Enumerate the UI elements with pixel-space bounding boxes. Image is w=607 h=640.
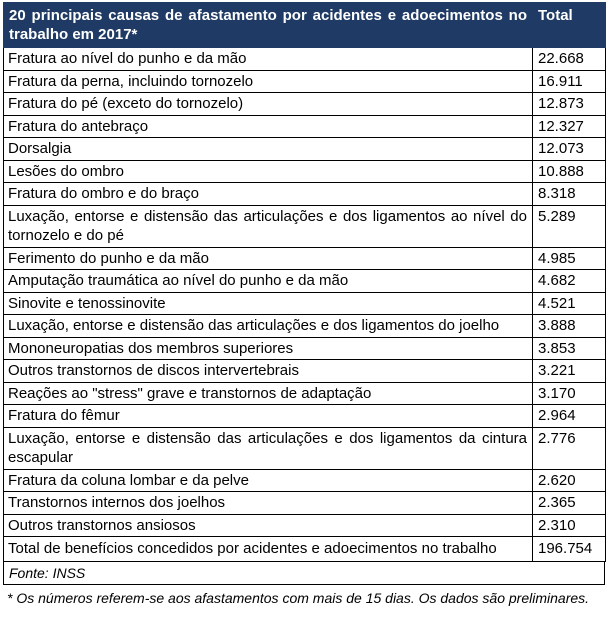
cause-cell: Fratura da coluna lombar e da pelve <box>4 469 533 492</box>
total-cell: 12.327 <box>533 115 606 138</box>
total-cell: 4.682 <box>533 270 606 293</box>
cause-cell: Luxação, entorse e distensão das articulações e dos ligamentos do joelho <box>4 315 533 338</box>
table-row <box>4 138 606 161</box>
header-total: Total <box>533 3 606 48</box>
document <box>3 2 605 611</box>
cause-cell: Fratura da perna, incluindo tornozelo <box>4 70 533 93</box>
table-row <box>4 48 606 71</box>
table-row <box>4 160 606 183</box>
table-header-row <box>4 3 606 48</box>
cause-cell: Fratura do antebraço <box>4 115 533 138</box>
cause-cell: Fratura ao nível do punho e da mão <box>4 48 533 71</box>
table-row <box>4 492 606 515</box>
cause-cell: Outros transtornos ansiosos <box>4 514 533 537</box>
header-cause: 20 principais causas de afastamento por acidentes e adoecimentos no trabalho em 2017* <box>4 3 533 48</box>
table-row <box>4 382 606 405</box>
cause-cell: Mononeuropatias dos membros superiores <box>4 337 533 360</box>
total-cell: 2.310 <box>533 514 606 537</box>
cause-cell: Reações ao "stress" grave e transtornos de adaptação <box>4 382 533 405</box>
table-body <box>4 48 606 537</box>
cause-cell: Fratura do ombro e do braço <box>4 183 533 206</box>
total-cell: 12.873 <box>533 93 606 116</box>
total-cell: 3.221 <box>533 360 606 383</box>
table-row <box>4 70 606 93</box>
cause-cell: Ferimento do punho e da mão <box>4 247 533 270</box>
total-cell: 22.668 <box>533 48 606 71</box>
table-row <box>4 315 606 338</box>
total-cell: 5.289 <box>533 205 606 247</box>
table-row <box>4 115 606 138</box>
table-row <box>4 405 606 428</box>
total-cell: 3.853 <box>533 337 606 360</box>
total-cell: 3.170 <box>533 382 606 405</box>
cause-cell: Outros transtornos de discos intervertebrais <box>4 360 533 383</box>
cause-cell: Luxação, entorse e distensão das articulações e dos ligamentos da cintura escapular <box>4 427 533 469</box>
cause-cell: Dorsalgia <box>4 138 533 161</box>
causes-table <box>3 2 606 562</box>
table-row <box>4 205 606 247</box>
total-cell: 4.985 <box>533 247 606 270</box>
table-row <box>4 360 606 383</box>
table-row <box>4 183 606 206</box>
total-cell: 2.365 <box>533 492 606 515</box>
cause-cell: Lesões do ombro <box>4 160 533 183</box>
table-row <box>4 427 606 469</box>
table-row <box>4 514 606 537</box>
cause-cell: Sinovite e tenossinovite <box>4 292 533 315</box>
total-cell: 12.073 <box>533 138 606 161</box>
table-row <box>4 469 606 492</box>
table-row <box>4 292 606 315</box>
table-row <box>4 270 606 293</box>
total-cell: 10.888 <box>533 160 606 183</box>
cause-cell: Fratura do pé (exceto do tornozelo) <box>4 93 533 116</box>
table-row <box>4 93 606 116</box>
total-cell: 3.888 <box>533 315 606 338</box>
total-cell: 4.521 <box>533 292 606 315</box>
total-cell: 2.964 <box>533 405 606 428</box>
footnote: * Os números referem-se aos afastamentos com mais de 15 dias. Os dados são preliminares. <box>7 589 590 606</box>
source-note: Fonte: INSS <box>3 562 605 585</box>
grand-total-row <box>4 537 606 562</box>
cause-cell: Fratura do fêmur <box>4 405 533 428</box>
total-cell: 2.620 <box>533 469 606 492</box>
total-cell: 2.776 <box>533 427 606 469</box>
grand-total-label: Total de benefícios concedidos por acidentes e adoecimentos no trabalho <box>4 537 533 562</box>
grand-total-value: 196.754 <box>533 537 606 562</box>
cause-cell: Amputação traumática ao nível do punho e da mão <box>4 270 533 293</box>
cause-cell: Luxação, entorse e distensão das articulações e dos ligamentos ao nível do tornozelo e do pé <box>4 205 533 247</box>
table-row <box>4 247 606 270</box>
cause-cell: Transtornos internos dos joelhos <box>4 492 533 515</box>
total-cell: 16.911 <box>533 70 606 93</box>
table-row <box>4 337 606 360</box>
total-cell: 8.318 <box>533 183 606 206</box>
